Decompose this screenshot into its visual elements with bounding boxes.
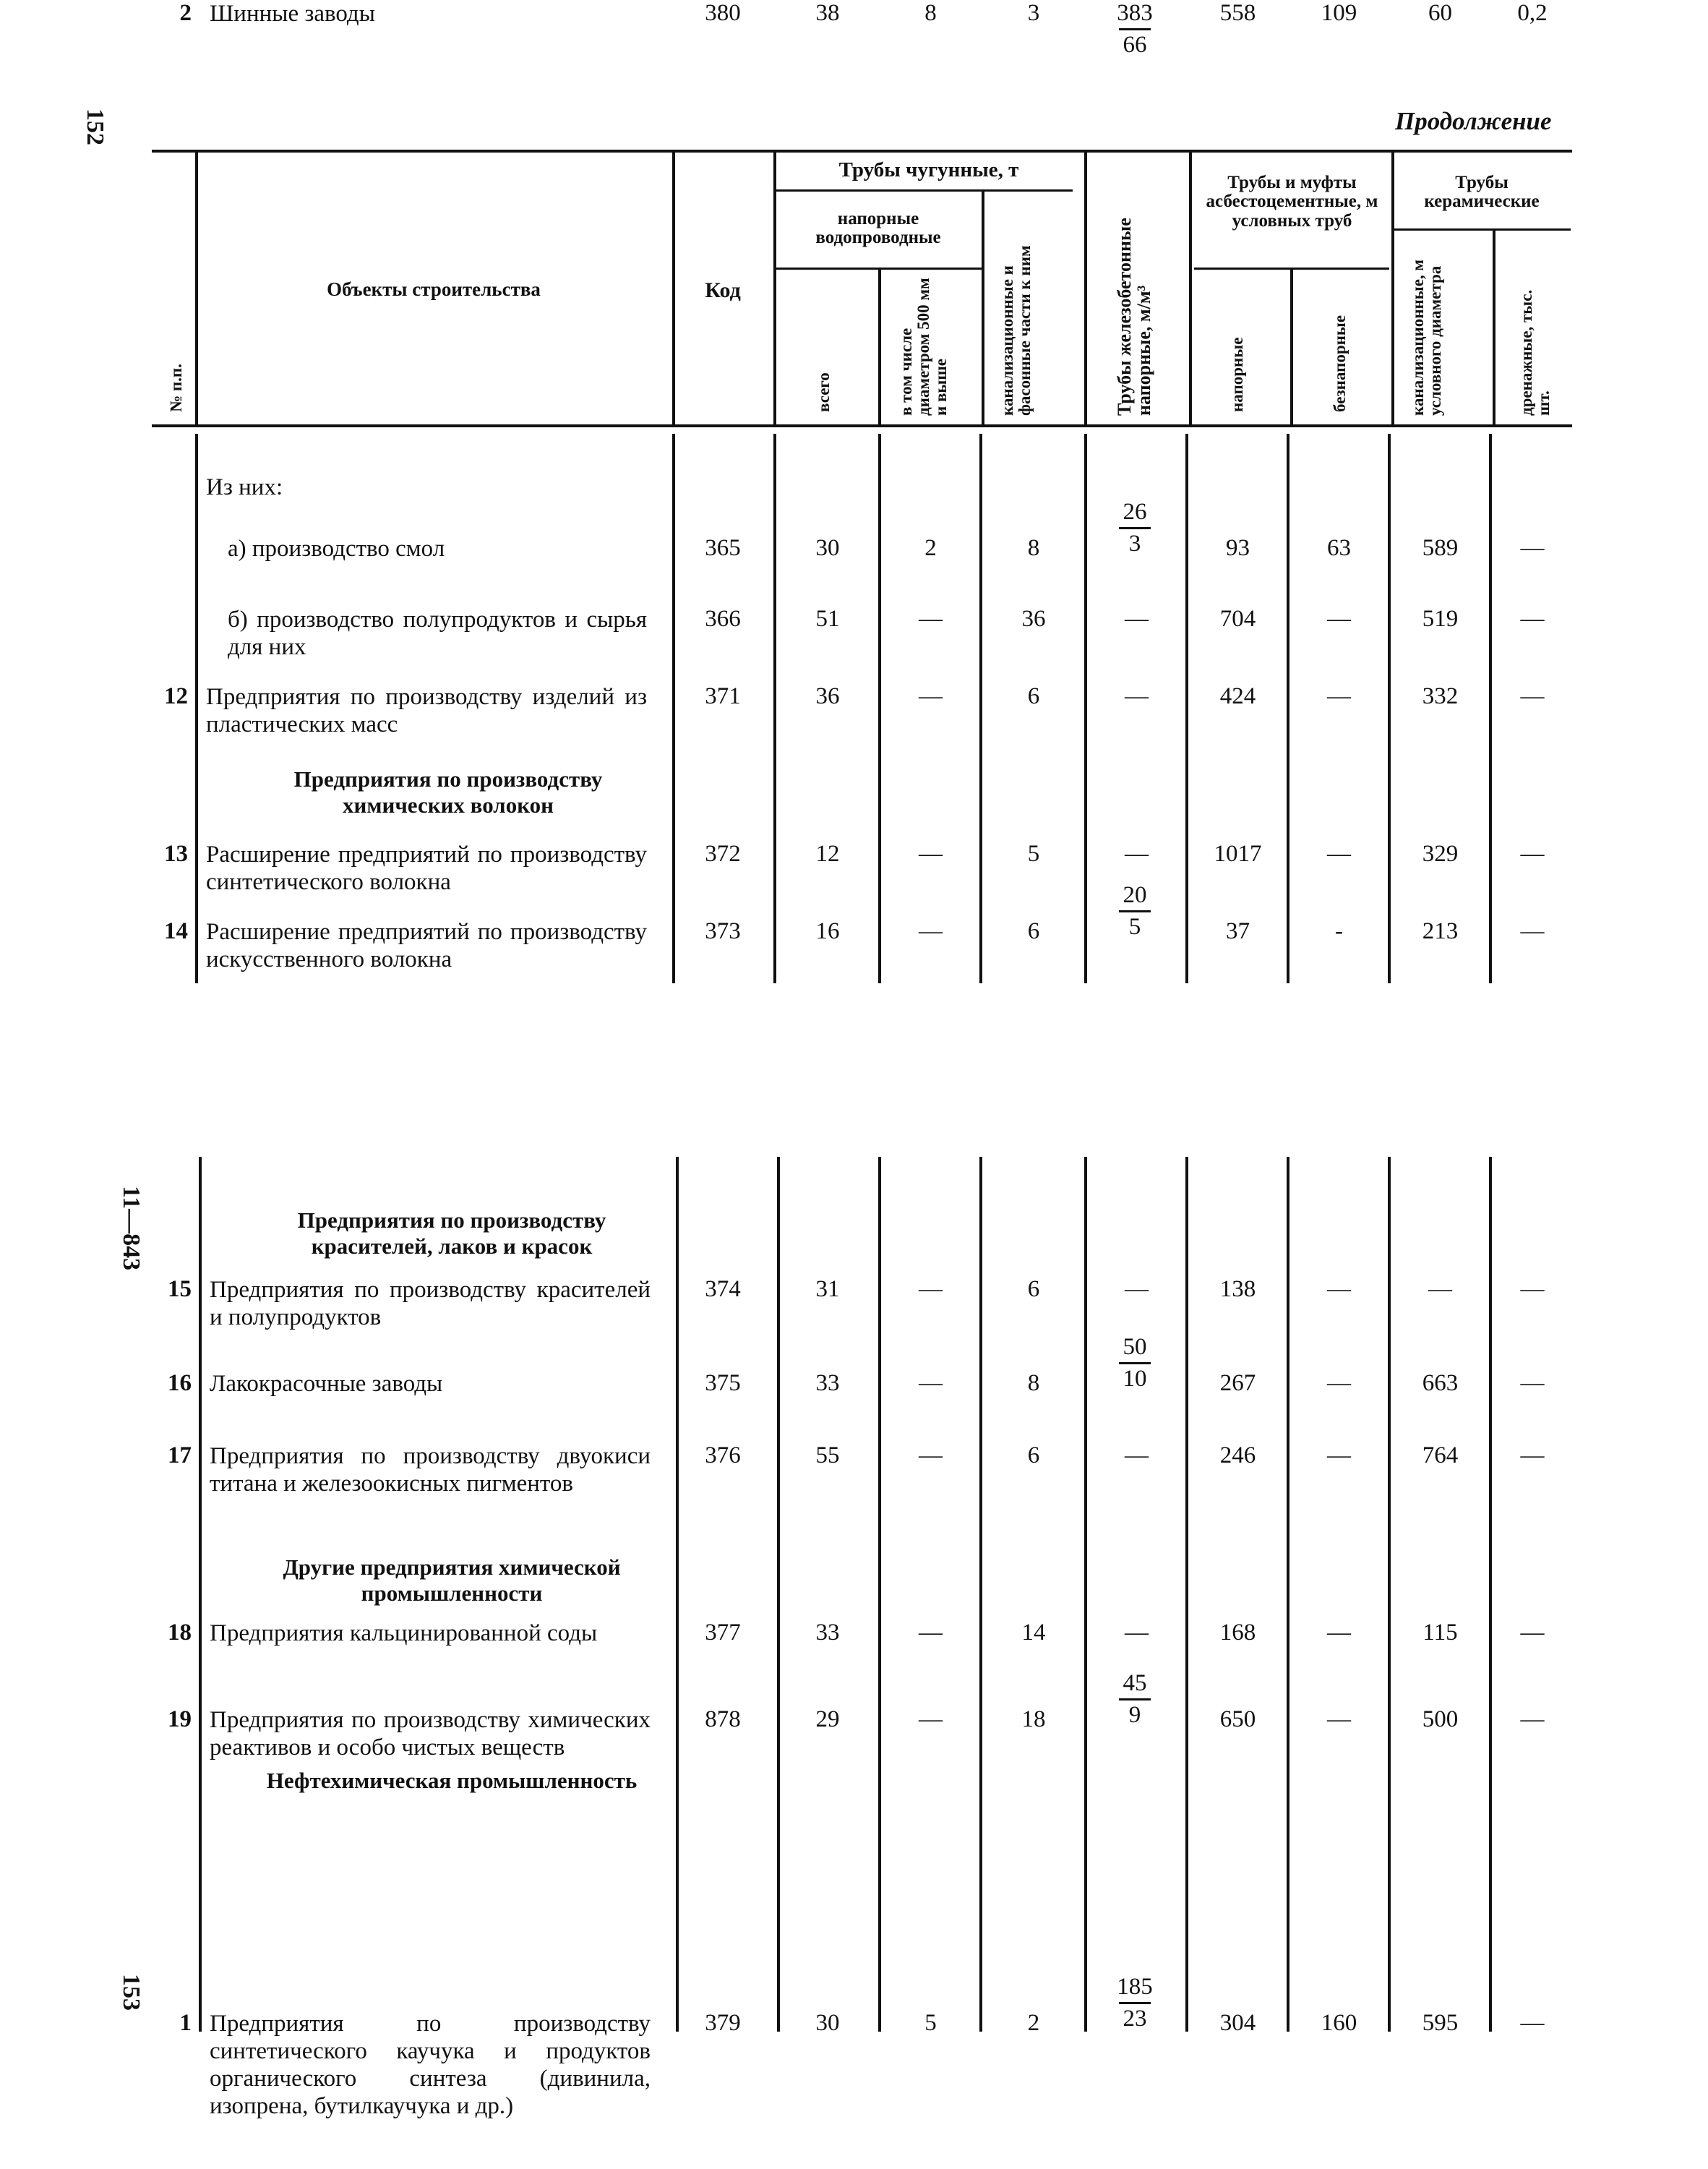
cell-incl: — [919,1276,943,1302]
row-object-name: Предприятия по производству двуокиси титана и железоокисных пигментов [210,1443,651,1497]
header-top-rule [152,150,1572,153]
rc-fraction [1099,1974,1171,2032]
cell-drain: — [1520,841,1545,867]
cell-code: 372 [705,841,741,867]
body-col-line [1084,1157,1087,2032]
header-drainage: дренажные, тыс. шт. [1517,289,1553,416]
rc-denominator: 3 [1128,531,1141,557]
cell-pressure: 304 [1219,2010,1256,2036]
section-heading: Другие предприятия химической промышленности [283,1554,621,1606]
cell-sewer: 18 [1021,1706,1046,1732]
cell-pressure: 704 [1219,606,1256,632]
cell-sewer: 14 [1021,1620,1046,1646]
cell-sewer: 36 [1021,606,1046,632]
header-num: № п.п. [167,364,185,412]
header-nonpressure: безнапорные [1331,315,1349,412]
header-col-line [773,150,776,424]
cell-pressure: 138 [1219,1276,1256,1302]
cell-incl: 2 [924,535,937,561]
rc-fraction [1099,1670,1171,1729]
row-object-name: Расширение предприятий по производству синтетического волокна [206,842,647,895]
cell-cer: 663 [1422,1370,1459,1396]
header-col-line [982,191,984,424]
row-object-name: Предприятия по производству изделий из пластических масс [206,684,647,737]
cell-rc: — [1125,1442,1149,1468]
cell-code: 375 [705,1370,741,1396]
row-number: 14 [164,918,188,944]
body-col-line [1084,434,1087,983]
fraction-bar [1119,2002,1151,2004]
row-object-name: б) производство полупродуктов и сырья для них [228,607,647,660]
cell-total: 36 [815,683,840,709]
cell-sewer: 8 [1027,1370,1040,1396]
cell-total: 12 [815,841,840,867]
page-number-top: 152 [82,108,108,145]
cell-sewer: 6 [1027,683,1040,709]
cell-code: 377 [705,1620,741,1646]
cell-code: 376 [705,1442,741,1468]
row-object-name: Предприятия кальцинированной соды [210,1620,598,1646]
header-asbestos: Трубы и муфты асбестоцементные, м условных труб [1206,173,1378,231]
header-col-line [1290,269,1293,424]
rc-denominator: 10 [1123,1366,1147,1392]
body-col-line [195,434,198,983]
cell-pressure: 37 [1226,918,1250,944]
body-col-line [1489,1157,1492,2032]
rc-numerator: 50 [1123,1334,1147,1360]
cell-pressure: 267 [1219,1370,1256,1396]
cell-drain: 0,2 [1517,0,1548,26]
cell-cer: 60 [1428,0,1452,26]
header-col-line [1084,150,1087,424]
cell-nonpressure: — [1327,1706,1351,1732]
cell-cer: 213 [1422,918,1459,944]
cell-sewer: 6 [1027,1442,1040,1468]
row-object-name: Предприятия по производству красителей и полупродуктов [210,1277,651,1330]
body-col-line [1185,434,1188,983]
cell-incl: 5 [924,2010,937,2036]
rc-denominator: 5 [1128,914,1141,940]
row-number: 12 [164,683,188,709]
cell-drain: — [1520,535,1545,561]
cell-rc: — [1125,1276,1149,1302]
fraction-bar [1119,527,1151,529]
body-col-line [1388,434,1391,983]
page-number-bottom: 153 [118,1974,145,2011]
header-cast-iron: Трубы чугунные, т [838,158,1019,181]
cell-total: 51 [815,606,840,632]
cell-incl: — [919,1442,943,1468]
body-col-line [1388,1157,1391,2032]
fraction-bar [1119,28,1151,30]
header-ceramic-sewer: канализационные, м условного диаметра [1409,259,1445,416]
row-number: 15 [168,1276,192,1302]
body-col-line [1287,434,1289,983]
rc-fraction [1099,499,1171,557]
header-sub-rule-castiron [775,189,1073,192]
body-col-line [199,1157,202,2032]
cell-incl: — [919,841,943,867]
row-object-name: а) производство смол [228,536,445,562]
cell-rc: — [1125,1620,1149,1646]
cell-cer: 764 [1422,1442,1459,1468]
cell-nonpressure: 160 [1321,2010,1357,2036]
row-number: 13 [164,841,188,867]
cell-total: 29 [815,1706,840,1732]
cell-incl: — [919,1706,943,1732]
cell-drain: — [1520,1706,1545,1732]
cell-code: 366 [705,606,741,632]
fraction-bar [1119,1698,1151,1700]
cell-cer: 589 [1422,535,1459,561]
cell-incl: — [919,1370,943,1396]
row-object-name: Из них: [206,474,283,500]
cell-pressure: 424 [1219,683,1256,709]
cell-code: 878 [705,1706,741,1732]
body-col-line [878,434,881,983]
cell-sewer: 2 [1027,2010,1040,2036]
cell-sewer: 3 [1027,0,1040,26]
cell-nonpressure: — [1327,1276,1351,1302]
body-col-line [1185,1157,1188,2032]
cell-drain: — [1520,606,1545,632]
rc-fraction [1099,882,1171,941]
cell-cer: 519 [1422,606,1459,632]
cell-nonpressure: — [1327,1442,1351,1468]
body-col-line [773,434,776,983]
cell-pressure: 1017 [1214,841,1262,867]
cell-incl: — [919,683,943,709]
row-number: 2 [179,0,192,26]
continuation-label: Продолжение [1395,107,1552,135]
cell-drain: — [1520,1276,1545,1302]
cell-code: 374 [705,1276,741,1302]
cell-code: 365 [705,535,741,561]
cell-rc: — [1125,606,1149,632]
cell-nonpressure: — [1327,683,1351,709]
cell-nonpressure: - [1335,918,1343,944]
rc-denominator: 66 [1123,32,1147,58]
header-col-line [672,150,675,424]
cell-cer: — [1428,1276,1452,1302]
rc-denominator: 23 [1123,2006,1147,2032]
cell-pressure: 558 [1219,0,1256,26]
rc-fraction [1099,0,1171,59]
cell-total: 38 [815,0,840,26]
cell-code: 371 [705,683,741,709]
body-col-line [979,434,982,983]
header-total: всего [815,372,833,412]
cell-nonpressure: — [1327,1370,1351,1396]
cell-total: 30 [815,2010,840,2036]
cell-incl: — [919,606,943,632]
row-number: 19 [168,1706,192,1732]
rc-numerator: 185 [1117,1974,1153,2000]
cell-pressure: 168 [1219,1620,1256,1646]
row-object-name: Предприятия по производству химических реактивов и особо чистых веществ [210,1707,651,1761]
body-col-line [878,1157,881,2032]
body-col-line [979,1157,982,2032]
row-number: 17 [168,1442,192,1468]
header-col-line [195,150,198,424]
rc-denominator: 9 [1128,1702,1141,1728]
header-ceramic: Трубы керамические [1424,173,1540,212]
cell-code: 380 [705,0,741,26]
cell-drain: — [1520,1442,1545,1468]
rc-numerator: 26 [1123,499,1147,525]
cell-incl: — [919,918,943,944]
row-object-name: Лакокрасочные заводы [210,1371,443,1397]
cell-rc: — [1125,841,1149,867]
cell-rc: — [1125,683,1149,709]
cell-pressure: 650 [1219,1706,1256,1732]
cell-drain: — [1520,2010,1545,2036]
cell-pressure: 246 [1219,1442,1256,1468]
section-heading: Предприятия по производству химических волокон [293,766,603,818]
header-pressure: напорные [1228,337,1246,412]
cell-cer: 332 [1422,683,1459,709]
cell-drain: — [1520,1370,1545,1396]
row-object-name: Расширение предприятий по производству искусственного волокна [206,919,647,972]
cell-cer: 115 [1422,1620,1458,1646]
fraction-bar [1119,910,1151,912]
cell-cer: 595 [1422,2010,1459,2036]
header-col-line [1391,150,1394,424]
body-col-line [1489,434,1492,983]
cell-nonpressure: 63 [1327,535,1351,561]
cell-incl: 8 [924,0,937,26]
rc-numerator: 383 [1117,0,1153,26]
cell-drain: — [1520,918,1545,944]
row-object-name: Шинные заводы [210,1,375,27]
header-rc-pipes: Трубы железобетонные напорные, м/м³ [1114,218,1155,416]
rc-fraction [1099,1334,1171,1392]
header-objects: Объекты строительства [327,278,541,300]
cell-total: 55 [815,1442,840,1468]
cell-nonpressure: 109 [1321,0,1357,26]
cell-total: 16 [815,918,840,944]
cell-total: 30 [815,535,840,561]
cell-nonpressure: — [1327,841,1351,867]
cell-drain: — [1520,683,1545,709]
sheet-mark: 11—843 [118,1186,145,1271]
body-col-line [1287,1157,1289,2032]
header-bottom-rule [152,424,1572,427]
header-col-line [1189,150,1192,424]
header-col-line [1493,230,1495,424]
cell-sewer: 6 [1027,918,1040,944]
cell-total: 33 [815,1370,840,1396]
rc-numerator: 20 [1123,882,1147,908]
row-number: 18 [168,1620,192,1646]
rc-numerator: 45 [1123,1670,1147,1696]
row-object-name: Предприятия по производству синтетического каучука и продуктов органического синтеза (дивинила, изопрена, бутилкаучука и др.) [210,2011,651,2119]
header-sewer: канализационные и фасонные части к ним [998,245,1034,416]
row-number: 1 [179,2010,192,2036]
cell-sewer: 5 [1027,841,1040,867]
section-heading: Нефтехимическая промышленность [266,1768,638,1793]
row-number: 16 [168,1370,192,1396]
header-code: Код [705,278,741,302]
header-incl-500: в том числе диаметром 500 мм и выше [897,278,950,416]
cell-incl: — [919,1620,943,1646]
cell-nonpressure: — [1327,606,1351,632]
cell-sewer: 6 [1027,1276,1040,1302]
header-pressure-water: напорные водопроводные [815,209,941,248]
cell-nonpressure: — [1327,1620,1351,1646]
cell-total: 31 [815,1276,840,1302]
fraction-bar [1119,1362,1151,1364]
body-col-line [672,434,675,983]
cell-total: 33 [815,1620,840,1646]
cell-drain: — [1520,1620,1545,1646]
header-col-line [878,269,881,424]
section-heading: Предприятия по производству красителей, лаков и красок [297,1207,606,1259]
cell-cer: 500 [1422,1706,1459,1732]
cell-cer: 329 [1422,841,1459,867]
cell-code: 373 [705,918,741,944]
cell-pressure: 93 [1226,535,1250,561]
cell-code: 379 [705,2010,741,2036]
cell-sewer: 8 [1027,535,1040,561]
